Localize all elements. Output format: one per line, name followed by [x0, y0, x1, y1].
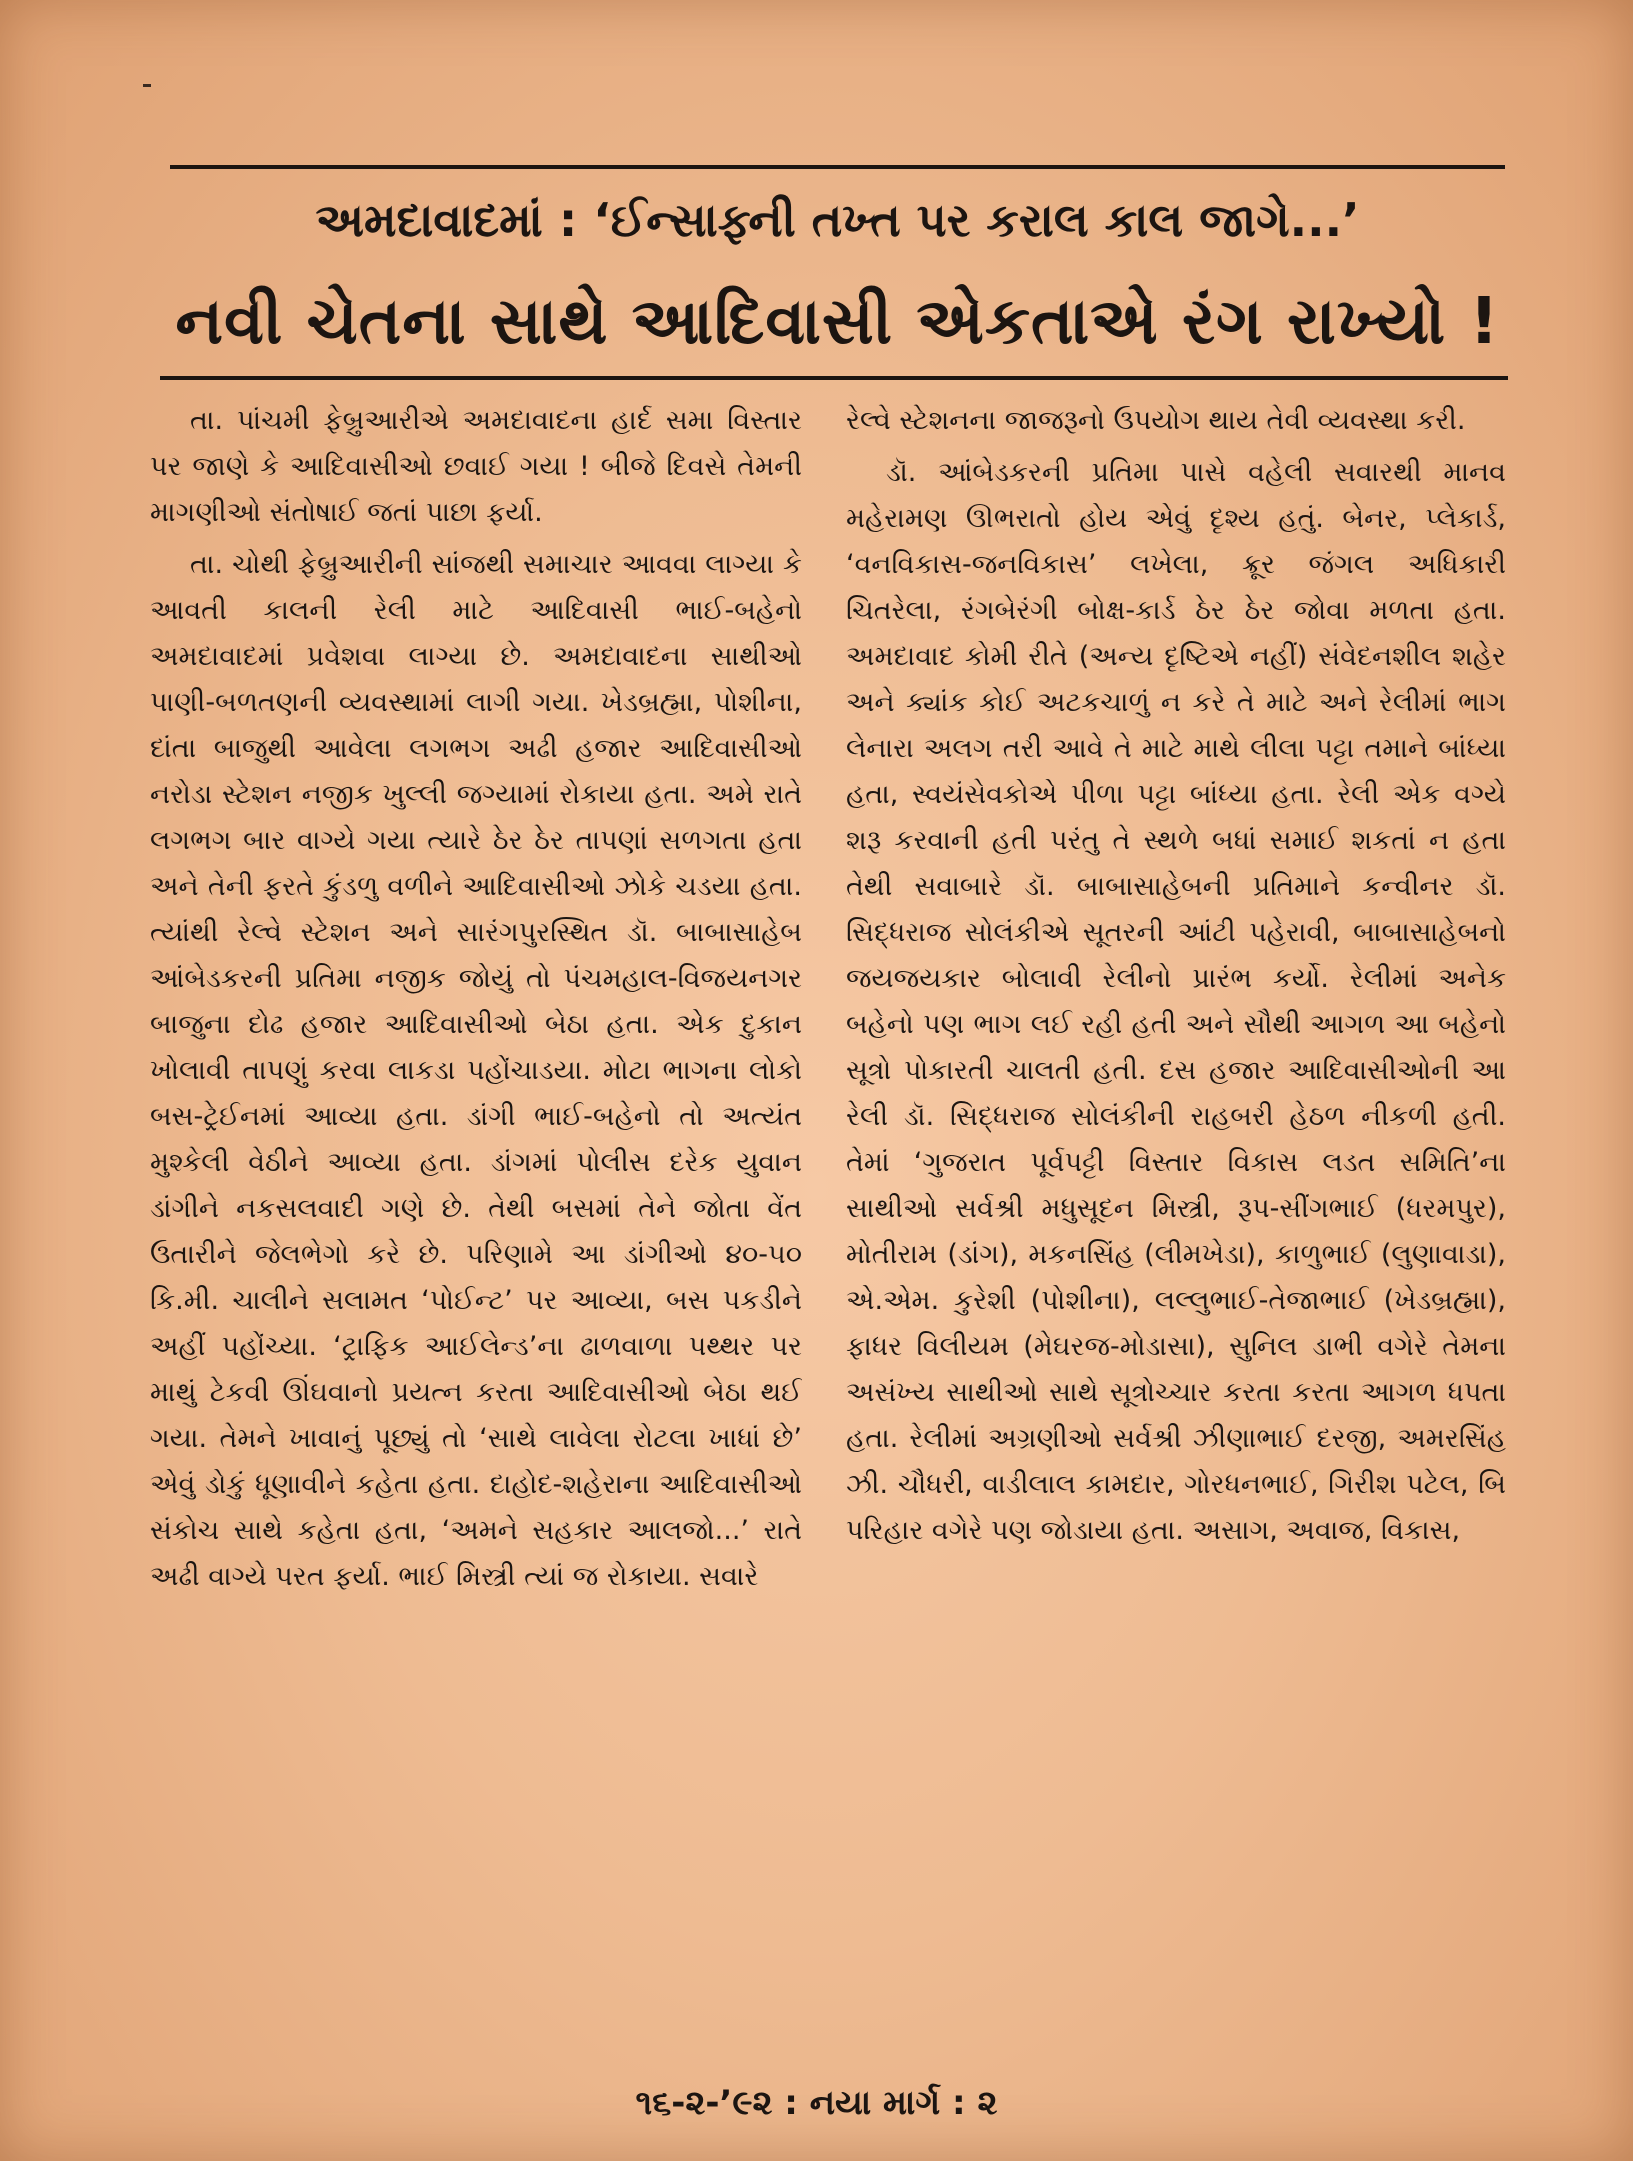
- paragraph: રેલ્વે સ્ટેશનના જાજરૂનો ઉપયોગ થાય તેવી વ્યવસ્થા કરી.: [846, 405, 1466, 436]
- paragraph: તા. પાંચમી ફેબ્રુઆરીએ અમદાવાદના હાર્દ સમા વિસ્તાર પર જાણે કે આદિવાસીઓ છવાઈ ગયા ! બીજે દિવસે તેમની માગણીઓ સંતોષાઈ જતાં પાછા ફર્યા.: [150, 405, 802, 528]
- article-column-left: [150, 398, 802, 2038]
- article-column-right: [846, 398, 1506, 2038]
- paragraph: તા. ચોથી ફેબ્રુઆરીની સાંજથી સમાચાર આવવા લાગ્યા કે આવતી કાલની રેલી માટે આદિવાસી ભાઈ-બહેનો અમદાવાદમાં પ્રવેશવા લાગ્યા છે. અમદાવાદના સાથીઓ પાણી-બળતણની વ્યવસ્થામાં લાગી ગયા. ખેડબ્રહ્મા, પોશીના, દાંતા બાજુથી આવેલા લગભગ અઢી હજાર આદિવાસીઓ નરોડા સ્ટેશન નજીક ખુલ્લી જગ્યામાં રોકાયા હતા. અમે રાતે લગભગ બાર વાગ્યે ગયા ત્યારે ઠેર ઠેર તાપણાં સળગતા હતા અને તેની ફરતે કુંડળુ વળીને આદિવાસીઓ ઝોકે ચડયા હતા. ત્યાંથી રેલ્વે સ્ટેશન અને સારંગપુરસ્થિત ડૉ. બાબાસાહેબ આંબેડકરની પ્રતિમા નજીક જોયું તો પંચમહાલ-વિજયનગર બાજુના દોઢ હજાર આદિવાસીઓ બેઠા હતા. એક દુકાન ખોલાવી તાપણું કરવા લાકડા પહોંચાડયા. મોટા ભાગના લોકો બસ-ટ્રેઈનમાં આવ્યા હતા. ડાંગી ભાઈ-બહેનો તો અત્યંત મુશ્કેલી વેઠીને આવ્યા હતા. ડાંગમાં પોલીસ દરેક યુવાન ડાંગીને નકસલવાદી ગણે છે. તેથી બસમાં તેને જોતા વેંત ઉતારીને જેલભેગો કરે છે. પરિણામે આ ડાંગીઓ ૪૦-૫૦ કિ.મી. ચાલીને સલામત ‘પોઈન્ટ’ પર આવ્યા, બસ પકડીને અહીં પહોંચ્યા. ‘ટ્રાફિક આઈલેન્ડ’ના ઢાળવાળા પથ્થર પર માથું ટેકવી ઊંઘવાનો પ્રયત્ન કરતા આદિવાસીઓ બેઠા થઈ ગયા. તેમને ખાવાનું પૂછ્યું તો ‘સાથે લાવેલા રોટલા ખાધાં છે’ એવું ડોકું ધૂણાવીને કહેતા હતા. દાહોદ-શહેરાના આદિવાસીઓ સંકોચ સાથે કહેતા હતા, ‘અમને સહકાર આલજો...’ રાતે અઢી વાગ્યે પરત ફર્યા. ભાઈ મિસ્ત્રી ત્યાં જ રોકાયા. સવારે: [150, 549, 802, 1592]
- header-rule-bottom: [160, 376, 1508, 380]
- paragraph: ડૉ. આંબેડકરની પ્રતિમા પાસે વહેલી સવારથી માનવ મહેરામણ ઊભરાતો હોય એવું દૃશ્ય હતું. બેનર, પ્લેકાર્ડ, ‘વનવિકાસ-જનવિકાસ’ લખેલા, ક્રૂર જંગલ અધિકારી ચિતરેલા, રંગબેરંગી બોક્ષ-કાર્ડ ઠેર ઠેર જોવા મળતા હતા. અમદાવાદ કોમી રીતે (અન્ય દૃષ્ટિએ નહીં) સંવેદનશીલ શહેર અને ક્યાંક કોઈ અટકચાળું ન કરે તે માટે અને રેલીમાં ભાગ લેનારા અલગ તરી આવે તે માટે માથે લીલા પટ્ટા તમાને બાંધ્યા હતા, સ્વયંસેવકોએ પીળા પટ્ટા બાંધ્યા હતા. રેલી એક વગ્યે શરૂ કરવાની હતી પરંતુ તે સ્થળે બધાં સમાઈ શકતાં ન હતા તેથી સવાબારે ડૉ. બાબાસાહેબની પ્રતિમાને કન્વીનર ડૉ. સિદ્ધરાજ સોલંકીએ સૂતરની આંટી પહેરાવી, બાબાસાહેબનો જયજયકાર બોલાવી રેલીનો પ્રારંભ કર્યો. રેલીમાં અનેક બહેનો પણ ભાગ લઈ રહી હતી અને સૌથી આગળ આ બહેનો સૂત્રો પોકારતી ચાલતી હતી. દસ હજાર આદિવાસીઓની આ રેલી ડૉ. સિદ્ધરાજ સોલંકીની રાહબરી હેઠળ નીકળી હતી. તેમાં ‘ગુજરાત પૂર્વપટ્ટી વિસ્તાર વિકાસ લડત સમિતિ’ના સાથીઓ સર્વશ્રી મધુસૂદન મિસ્ત્રી, રૂપ-સીંગભાઈ (ધરમપુર), મોતીરામ (ડાંગ), મકનસિંહ (લીમખેડા), કાળુભાઈ (લુણાવાડા), એ.એમ. કુરેશી (પોશીના), લલ્લુભાઈ-તેજાભાઈ (ખેડબ્રહ્મા), ફાધર વિલીયમ (મેઘરજ-મોડાસા), સુનિલ ડાભી વગેરે તેમના અસંખ્ય સાથીઓ સાથે સૂત્રોચ્ચાર કરતા કરતા આગળ ધપતા હતા. રેલીમાં અગ્રણીઓ સર્વશ્રી ઝીણાભાઈ દરજી, અમરસિંહ ઝી. ચૌધરી, વાડીલાલ કામદાર, ગોરધનભાઈ, ગિરીશ પટેલ, બિ પરિહાર વગેરે પણ જોડાયા હતા. અસાગ, અવાજ, વિકાસ,: [846, 457, 1506, 1546]
- article-kicker: અમદાવાદમાં : ‘ઈન્સાફ્ની તખ્ત પર કરાલ કાલ જાગે...’: [315, 193, 1360, 247]
- page-footer: ૧૬-૨-’૯૨ : નયા માર્ગ : ૨: [635, 2083, 998, 2123]
- article-headline: નવી ચેતના સાથે આદિવાસી એકતાએ રંગ રાખ્યો !: [175, 285, 1500, 359]
- header-rule-top: [170, 165, 1505, 169]
- print-mark: [143, 84, 151, 87]
